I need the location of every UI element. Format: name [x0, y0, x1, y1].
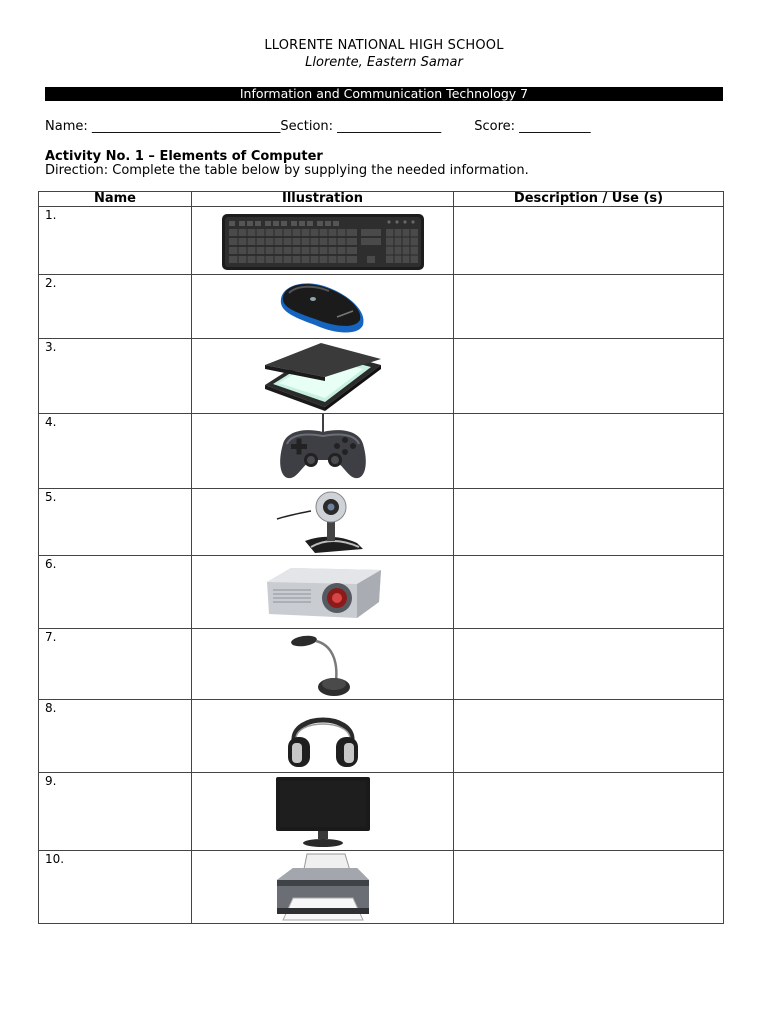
- description-cell[interactable]: [454, 700, 724, 773]
- illustration-cell: [192, 629, 454, 700]
- header-illustration: Illustration: [192, 192, 454, 207]
- description-cell[interactable]: [454, 339, 724, 414]
- row-number: 8.: [39, 700, 192, 773]
- header-name: Name: [39, 192, 192, 207]
- illustration-cell: [192, 339, 454, 414]
- table-row: [39, 207, 724, 275]
- monitor-icon: [274, 775, 372, 849]
- description-cell[interactable]: [454, 851, 724, 924]
- illustration-cell: [192, 773, 454, 851]
- table-row: [39, 700, 724, 773]
- table-row: [39, 489, 724, 556]
- table-row: [39, 629, 724, 700]
- subject-title-bar: Information and Communication Technology 7: [45, 87, 723, 101]
- microphone-icon: [288, 631, 358, 697]
- description-cell[interactable]: [454, 489, 724, 556]
- header-description: Description / Use (s): [454, 192, 724, 207]
- activity-direction: Direction: Complete the table below by supplying the needed information.: [45, 163, 529, 178]
- row-number: 2.: [39, 275, 192, 339]
- projector-icon: [261, 562, 385, 622]
- school-name: LLORENTE NATIONAL HIGH SCHOOL: [264, 38, 504, 53]
- illustration-cell: [192, 207, 454, 275]
- row-number: 9.: [39, 773, 192, 851]
- illustration-cell: [192, 851, 454, 924]
- table-row: [39, 773, 724, 851]
- illustration-cell: [192, 489, 454, 556]
- row-number: 4.: [39, 414, 192, 489]
- row-number: 5.: [39, 489, 192, 556]
- printer-icon: [273, 852, 373, 922]
- table-row: [39, 414, 724, 489]
- table-row: [39, 339, 724, 414]
- mouse-icon: [275, 277, 371, 337]
- table-header-row: [39, 192, 724, 207]
- school-location: Llorente, Eastern Samar: [305, 55, 463, 70]
- row-number: 1.: [39, 207, 192, 275]
- description-cell[interactable]: [454, 275, 724, 339]
- description-cell[interactable]: [454, 773, 724, 851]
- description-cell[interactable]: [454, 207, 724, 275]
- student-info-line: Name: _____________________________Section: ________________ Score: ___________: [45, 119, 591, 134]
- illustration-cell: [192, 275, 454, 339]
- row-number: 6.: [39, 556, 192, 629]
- row-number: 10.: [39, 851, 192, 924]
- webcam-icon: [275, 489, 371, 555]
- keyboard-icon: [221, 210, 425, 272]
- description-cell[interactable]: [454, 629, 724, 700]
- illustration-cell: [192, 556, 454, 629]
- elements-table: [38, 191, 724, 924]
- illustration-cell: [192, 414, 454, 489]
- table-row: [39, 556, 724, 629]
- illustration-cell: [192, 700, 454, 773]
- headphones-icon: [284, 701, 362, 771]
- scanner-icon: [261, 341, 385, 411]
- row-number: 7.: [39, 629, 192, 700]
- table-row: [39, 851, 724, 924]
- gamepad-icon: [273, 414, 373, 488]
- table-row: [39, 275, 724, 339]
- activity-title: Activity No. 1 – Elements of Computer: [45, 149, 323, 164]
- description-cell[interactable]: [454, 556, 724, 629]
- row-number: 3.: [39, 339, 192, 414]
- description-cell[interactable]: [454, 414, 724, 489]
